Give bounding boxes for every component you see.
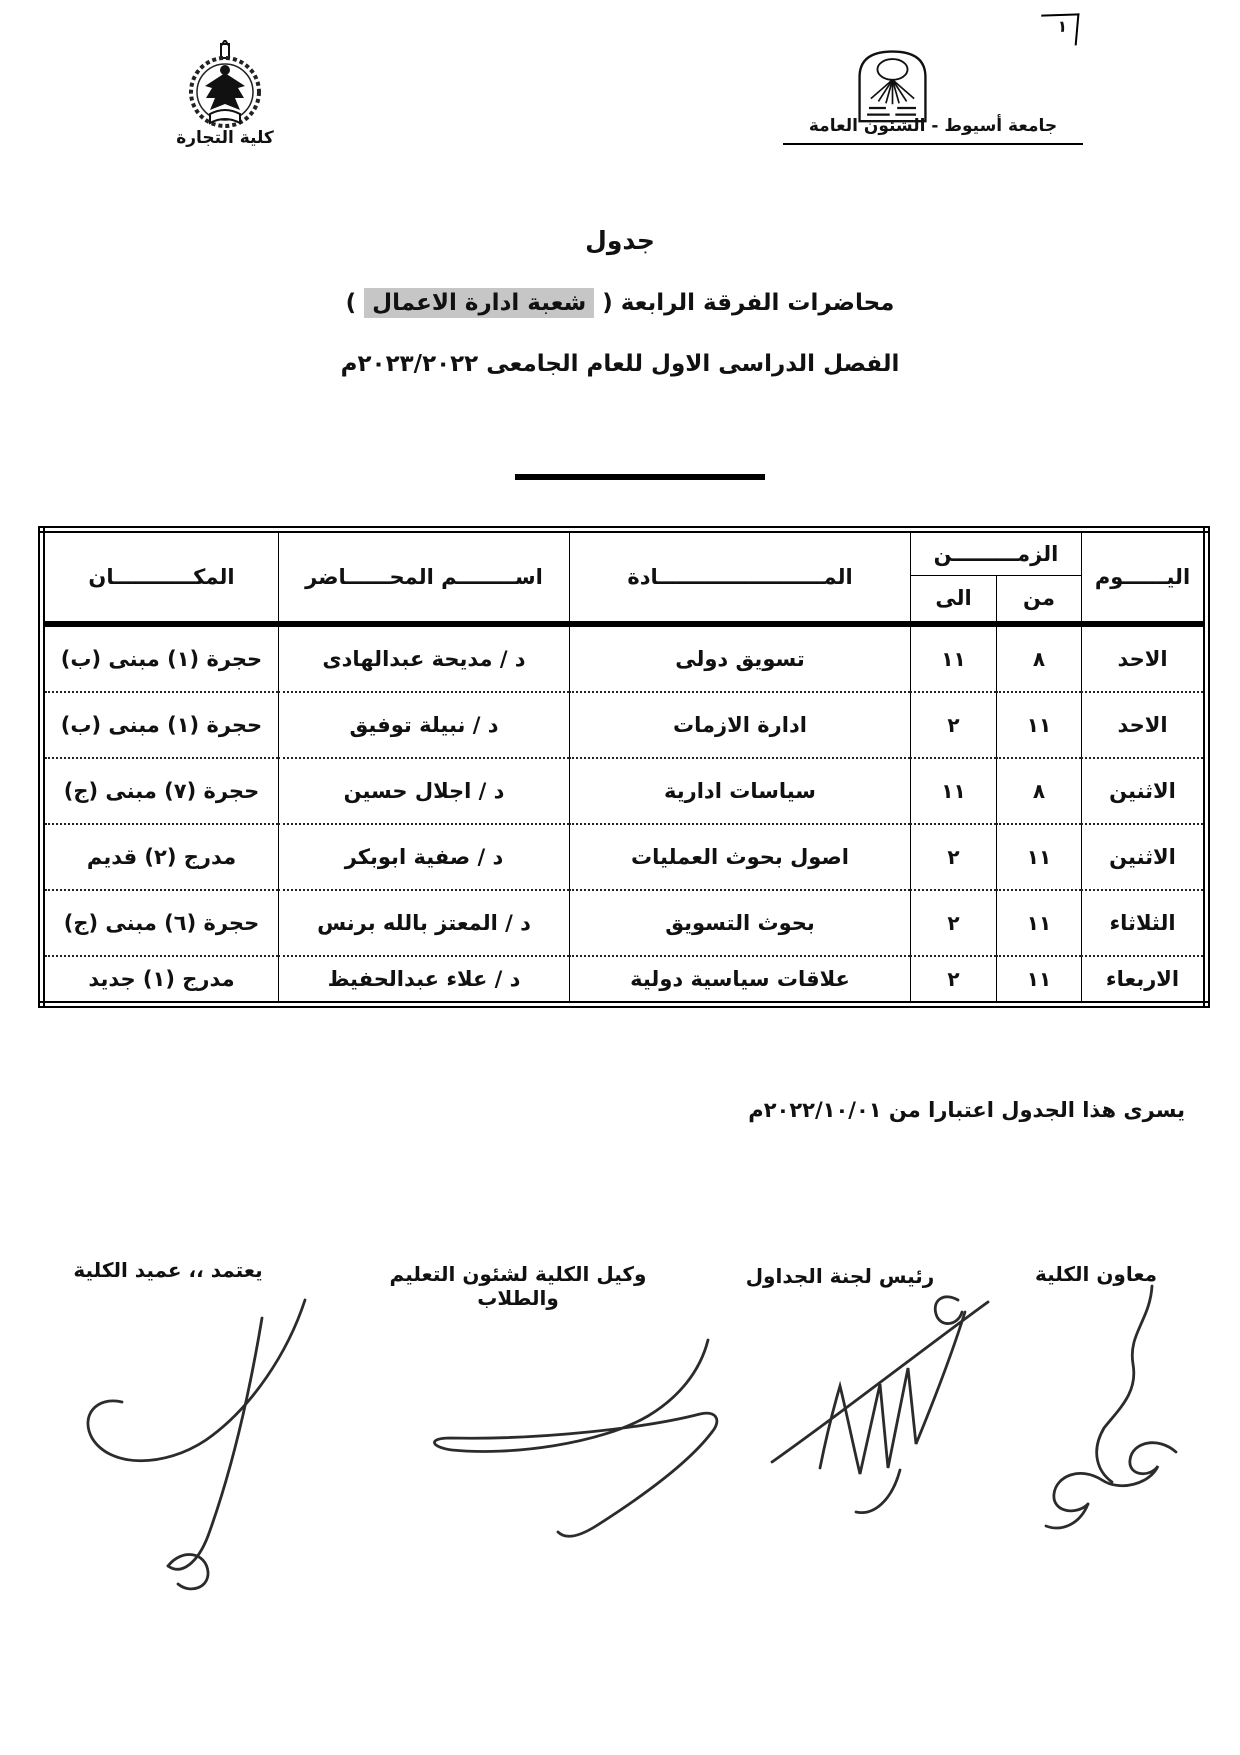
place-cell: حجرة (٧) مبنى (ج) [42, 758, 279, 824]
signature-scribble-committee [772, 1297, 988, 1513]
place-cell: مدرج (٢) قديم [42, 824, 279, 890]
to-cell: ١١ [911, 624, 997, 692]
lecturer-cell: د / علاء عبدالحفيظ [279, 956, 570, 1005]
day-cell: الاثنين [1082, 824, 1207, 890]
day-cell: الثلاثاء [1082, 890, 1207, 956]
table-row [42, 692, 1207, 758]
signature-scribble-assistant [1046, 1286, 1176, 1528]
subtitle-suffix: ) [345, 290, 365, 316]
lecturer-cell: د / صفية ابوبكر [279, 824, 570, 890]
faculty-caption: كلية التجارة [176, 128, 274, 148]
table-row [42, 624, 1207, 692]
doc-subtitle [0, 290, 1240, 316]
from-cell: ١١ [997, 692, 1082, 758]
subject-cell: بحوث التسويق [570, 890, 911, 956]
academic-year-line: الفصل الدراسى الاول للعام الجامعى ٢٠٢٣/٢٠٢٢م [340, 351, 900, 377]
place-cell: حجرة (١) مبنى (ب) [42, 692, 279, 758]
col-header-time: الزمـــــــــن [911, 530, 1082, 576]
to-cell: ٢ [911, 956, 997, 1005]
day-cell: الاحد [1082, 624, 1207, 692]
from-cell: ٨ [997, 624, 1082, 692]
assiut-university-logo [850, 44, 935, 124]
section-highlight: شعبة ادارة الاعمال [364, 288, 594, 318]
university-caption: جامعة أسيوط - الشئون العامة [783, 116, 1083, 145]
col-header-lecturer: اســــــــم المحــــــاضر [279, 530, 570, 624]
to-cell: ٢ [911, 824, 997, 890]
university-emblem-icon [850, 44, 935, 124]
lecturer-cell: د / نبيلة توفيق [279, 692, 570, 758]
from-cell: ١١ [997, 956, 1082, 1005]
col-header-place: المكـــــــــــان [42, 530, 279, 624]
doc-title: جدول [585, 226, 655, 255]
to-cell: ٢ [911, 692, 997, 758]
table-row [42, 758, 1207, 824]
place-cell: حجرة (١) مبنى (ب) [42, 624, 279, 692]
subtitle-prefix: محاضرات الفرقة الرابعة ( [594, 290, 895, 316]
schedule-table-wrap [45, 526, 1210, 1008]
lecturer-cell: د / المعتز بالله برنس [279, 890, 570, 956]
day-cell: الاثنين [1082, 758, 1207, 824]
col-header-subject: المـــــــــــــــــــــــادة [570, 530, 911, 624]
effective-date-note: يسرى هذا الجدول اعتبارا من ٢٠٢٢/١٠/٠١م [748, 1098, 1185, 1122]
from-cell: ٨ [997, 758, 1082, 824]
signature-scribble-dean [88, 1300, 305, 1589]
place-cell: مدرج (١) جديد [42, 956, 279, 1005]
to-cell: ١١ [911, 758, 997, 824]
schedule-table [38, 526, 1210, 1008]
lecturer-cell: د / مديحة عبدالهادى [279, 624, 570, 692]
signature-title-vice-dean: وكيل الكلية لشئون التعليم والطلاب [389, 1262, 647, 1310]
subject-cell: اصول بحوث العمليات [570, 824, 911, 890]
title-divider-rule [515, 474, 765, 480]
col-header-from: من [997, 576, 1082, 624]
col-header-day: اليــــــوم [1082, 530, 1207, 624]
subject-cell: علاقات سياسية دولية [570, 956, 911, 1005]
signature-scribble-vice-dean [434, 1340, 716, 1536]
lecturer-cell: د / اجلال حسين [279, 758, 570, 824]
subject-cell: سياسات ادارية [570, 758, 911, 824]
signature-title-assistant: معاون الكلية [1034, 1262, 1158, 1286]
table-row [42, 890, 1207, 956]
signature-title-committee: رئيس لجنة الجداول [745, 1264, 935, 1288]
table-row [42, 824, 1207, 890]
page-number: ١ [1056, 16, 1069, 37]
faculty-emblem-icon [165, 40, 285, 132]
page-corner-mark [1039, 13, 1080, 46]
faculty-of-commerce-logo [165, 40, 285, 132]
from-cell: ١١ [997, 824, 1082, 890]
col-header-to: الى [911, 576, 997, 624]
to-cell: ٢ [911, 890, 997, 956]
day-cell: الاحد [1082, 692, 1207, 758]
table-row [42, 956, 1207, 1005]
from-cell: ١١ [997, 890, 1082, 956]
day-cell: الاربعاء [1082, 956, 1207, 1005]
signature-title-dean: يعتمد ،، عميد الكلية [73, 1258, 263, 1282]
subject-cell: تسويق دولى [570, 624, 911, 692]
subject-cell: ادارة الازمات [570, 692, 911, 758]
place-cell: حجرة (٦) مبنى (ج) [42, 890, 279, 956]
